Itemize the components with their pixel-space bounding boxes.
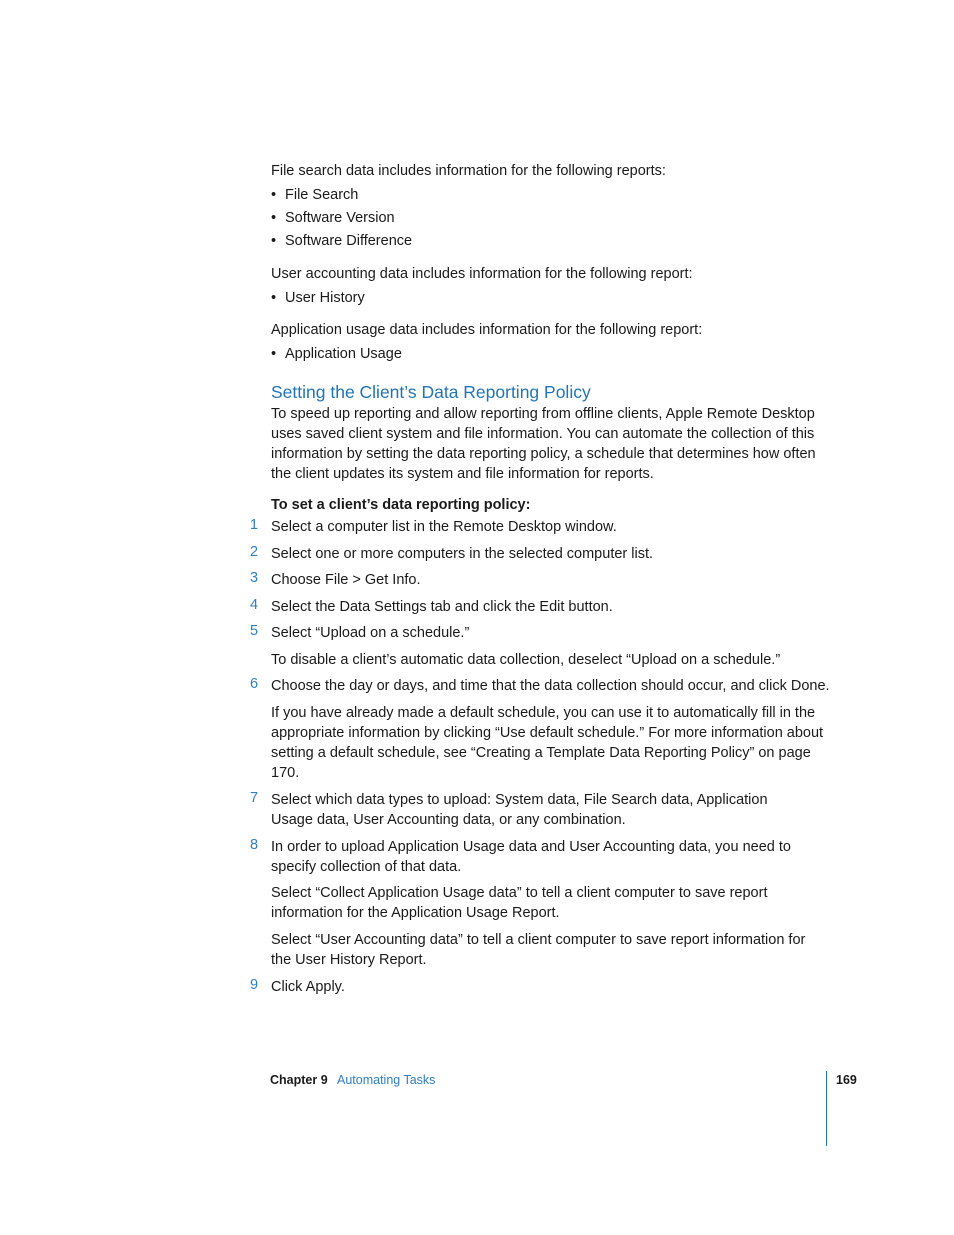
footer-chapter-title: Automating Tasks — [337, 1073, 436, 1087]
footer-divider — [826, 1071, 827, 1146]
step-note: Select “Collect Application Usage data” to tell a client computer to save report information for the Application Usage Report. — [271, 885, 768, 921]
step-number: 7 — [250, 790, 259, 806]
section-body: To speed up reporting and allow reporting from offline clients, Apple Remote Desktop uses saved client system and file information. You can automate the collection of this information by setting the data reporting policy, a schedule that determines how often the client updates its system and file information for reports. — [271, 406, 816, 482]
step-number: 9 — [250, 977, 259, 993]
step-text: Select one or more computers in the selected computer list. — [271, 546, 654, 562]
bullet-icon: • — [271, 346, 277, 362]
step-text: Choose File > Get Info. — [271, 572, 421, 588]
step-text: Click Apply. — [271, 979, 345, 995]
bullet-icon: • — [271, 210, 277, 226]
bullet-icon: • — [271, 187, 277, 203]
step-note: Select “User Accounting data” to tell a client computer to save report information for the User History Report. — [271, 932, 806, 968]
intro-user-accounting: User accounting data includes information for the following report: — [271, 266, 693, 282]
step-text: Select which data types to upload: System data, File Search data, Application Usage data, User Accounting data, or any combination. — [271, 792, 768, 828]
intro-app-usage: Application usage data includes information for the following report: — [271, 322, 703, 338]
section-heading: Setting the Client’s Data Reporting Policy — [271, 382, 591, 402]
bullet-icon: • — [271, 290, 277, 306]
footer-chapter: Chapter 9 — [270, 1073, 328, 1087]
step-text: Select “Upload on a schedule.” — [271, 625, 470, 641]
step-number: 3 — [250, 570, 259, 586]
step-text: Select the Data Settings tab and click the Edit button. — [271, 599, 613, 615]
step-number: 2 — [250, 544, 259, 560]
step-text: Select a computer list in the Remote Desktop window. — [271, 519, 617, 535]
step-number: 5 — [250, 623, 259, 639]
step-number: 4 — [250, 597, 259, 613]
intro-file-search: File search data includes information for the following reports: — [271, 163, 666, 179]
step-text: In order to upload Application Usage data and User Accounting data, you need to specify collection of that data. — [271, 839, 791, 875]
bullet-icon: • — [271, 233, 277, 249]
step-note: To disable a client’s automatic data collection, deselect “Upload on a schedule.” — [271, 652, 781, 668]
step-text: Choose the day or days, and time that the data collection should occur, and click Done. — [271, 678, 830, 694]
step-number: 6 — [250, 676, 259, 692]
procedure-title: To set a client’s data reporting policy: — [271, 497, 531, 513]
step-number: 8 — [250, 837, 259, 853]
page-number: 169 — [836, 1073, 857, 1087]
step-note: If you have already made a default schedule, you can use it to automatically fill in the appropriate information by clicking “Use default schedule.” For more information about setting a default schedule, see “Creating a Template Data Reporting Policy” on page 170. — [271, 705, 824, 781]
step-number: 1 — [250, 517, 259, 533]
